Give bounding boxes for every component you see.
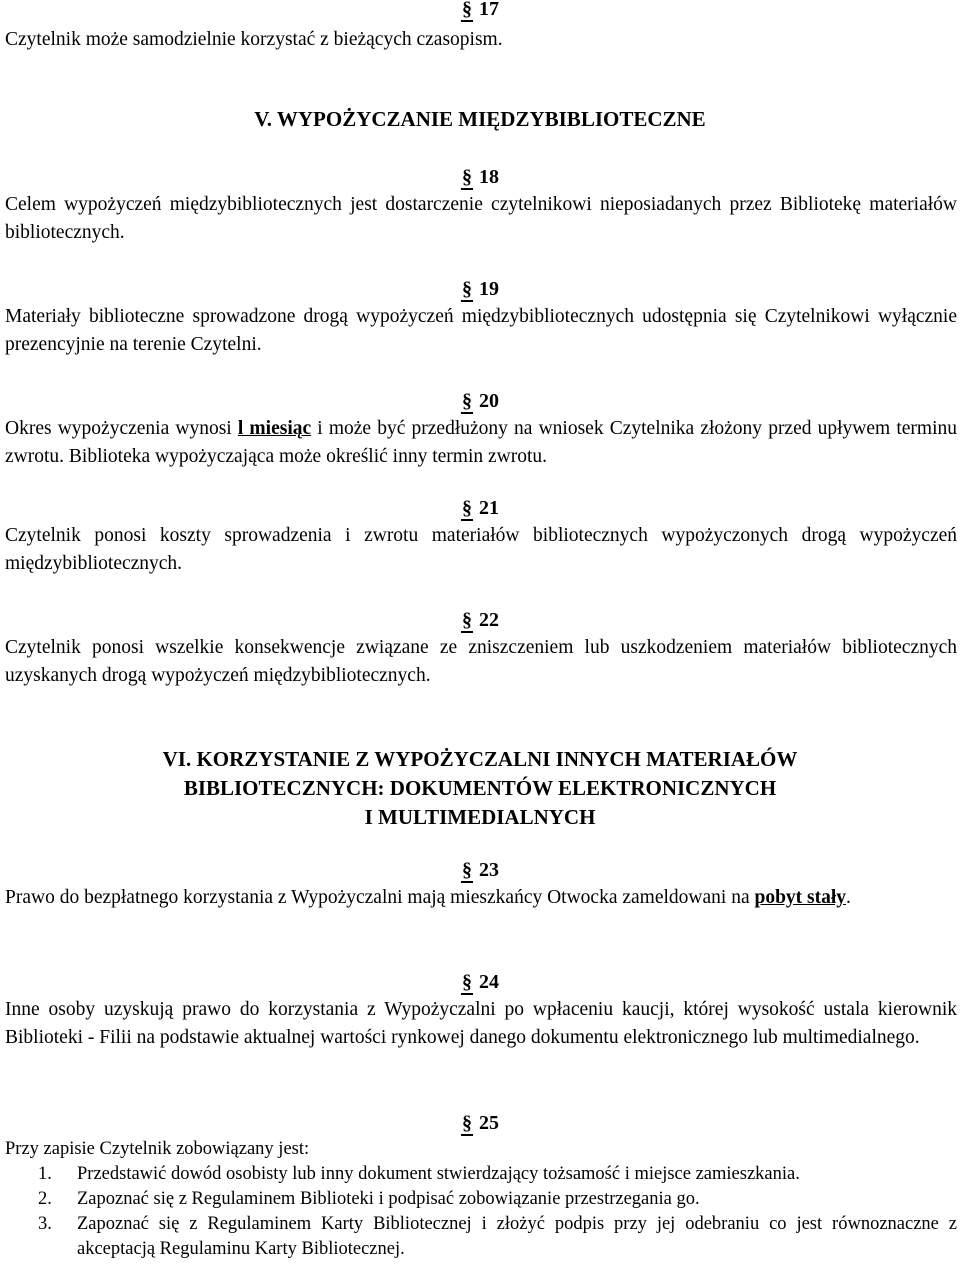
list-item — [5, 1187, 957, 1212]
chapter-vi-title — [0, 745, 960, 832]
section-17-text: Czytelnik może samodzielnie korzystać z bieżących czasopism. — [5, 29, 503, 50]
section-heading-23 — [461, 858, 499, 883]
section-number: 22 — [479, 609, 499, 631]
section-19-text: Materiały biblioteczne sprowadzone drogą wypożyczeń międzybibliotecznych udostępnia się Czytelnikowi wyłącznie prezencyjnie na terenie Czytelni. — [5, 306, 957, 355]
text-run: . — [846, 887, 851, 908]
section-heading-25 — [461, 1111, 499, 1136]
section-25-intro: Przy zapisie Czytelnik zobowiązany jest: — [5, 1139, 310, 1159]
list-item-number: 1. — [38, 1164, 52, 1184]
list-item-number: 2. — [38, 1189, 52, 1209]
list-item — [5, 1212, 957, 1262]
section-22-body — [5, 634, 957, 690]
section-sign: § — [462, 971, 472, 993]
list-item-text: Zapoznać się z Regulaminem Karty Bibliotecznej i złożyć podpis przy jej odebraniu co jest równoznaczne z akceptacją Regulaminu Karty Bibliotecznej. — [77, 1214, 957, 1259]
section-18-text: Celem wypożyczeń międzybibliotecznych jest dostarczenie czytelnikowi nieposiadanych przez Bibliotekę materiałów bibliotecznych. — [5, 194, 957, 243]
chapter-vi-line-2: BIBLIOTECZNYCH: DOKUMENTÓW ELEKTRONICZNYCH — [183, 776, 777, 800]
section-19-body — [5, 303, 957, 359]
section-number: 20 — [479, 390, 499, 412]
section-23-body — [5, 884, 957, 912]
section-number: 18 — [479, 166, 499, 188]
section-heading-17 — [461, 0, 499, 22]
section-heading-18 — [461, 165, 499, 190]
enrollment-requirements-list — [5, 1162, 957, 1262]
section-sign: § — [462, 859, 472, 881]
section-sign: § — [462, 390, 472, 412]
section-20-text — [5, 415, 957, 471]
text-run: Okres wypożyczenia wynosi — [5, 418, 238, 439]
section-heading-24 — [461, 970, 499, 995]
list-item-number: 3. — [38, 1214, 52, 1234]
section-heading-19 — [461, 277, 499, 302]
section-18-body — [5, 191, 957, 247]
section-number: 25 — [479, 1112, 499, 1134]
section-24-text: Inne osoby uzyskują prawo do korzystania z Wypożyczalni po wpłaceniu kaucji, której wysokość ustala kierownik Biblioteki - Filii na podstawie aktualnej wartości rynkowej danego dokumentu elektronicznego lub multimedialnego. — [5, 999, 957, 1048]
section-number: 21 — [479, 497, 499, 519]
permanent-residence-emphasis: pobyt stały — [754, 887, 847, 908]
section-number: 23 — [479, 859, 499, 881]
section-sign: § — [462, 497, 472, 519]
section-sign: § — [462, 609, 472, 631]
list-item-text: Zapoznać się z Regulaminem Biblioteki i podpisać zobowiązanie przestrzegania go. — [77, 1189, 700, 1209]
section-number: 17 — [479, 0, 499, 20]
section-heading-21 — [461, 496, 499, 521]
section-sign: § — [462, 278, 472, 300]
chapter-vi-line-1: VI. KORZYSTANIE Z WYPOŻYCZALNI INNYCH MATERIAŁÓW — [162, 747, 798, 771]
section-sign: § — [462, 0, 472, 20]
section-21-body — [5, 522, 957, 578]
section-sign: § — [462, 166, 472, 188]
section-heading-20 — [461, 389, 499, 414]
loan-period-emphasis: l miesiąc — [237, 418, 312, 439]
text-run: Prawo do bezpłatnego korzystania z Wypożyczalni mają mieszkańcy Otwocka zameldowani na — [5, 887, 755, 908]
section-20-body — [5, 415, 957, 471]
section-23-text — [5, 884, 957, 912]
list-item — [5, 1162, 957, 1187]
section-24-body — [5, 996, 957, 1052]
chapter-vi-line-3: I MULTIMEDIALNYCH — [364, 805, 596, 829]
section-17-body — [5, 26, 957, 54]
list-item-text: Przedstawić dowód osobisty lub inny dokument stwierdzający tożsamość i miejsce zamieszkania. — [77, 1164, 800, 1184]
section-sign: § — [462, 1112, 472, 1134]
section-25-body — [5, 1137, 957, 1262]
section-heading-22 — [461, 608, 499, 633]
text-run: i może być przedłużony na wniosek Czytelnika złożony przed upływem terminu zwrotu. Biblioteka wypożyczająca może określić inny termin zwrotu. — [5, 418, 957, 467]
section-number: 19 — [479, 278, 499, 300]
chapter-v-title: V. WYPOŻYCZANIE MIĘDZYBIBLIOTECZNE — [254, 107, 706, 131]
section-22-text: Czytelnik ponosi wszelkie konsekwencje związane ze zniszczeniem lub uszkodzeniem materiałów bibliotecznych uzyskanych drogą wypożyczeń międzybibliotecznych. — [5, 637, 957, 686]
section-21-text: Czytelnik ponosi koszty sprowadzenia i zwrotu materiałów bibliotecznych wypożyczonych drogą wypożyczeń międzybibliotecznych. — [5, 525, 957, 574]
section-number: 24 — [479, 971, 499, 993]
